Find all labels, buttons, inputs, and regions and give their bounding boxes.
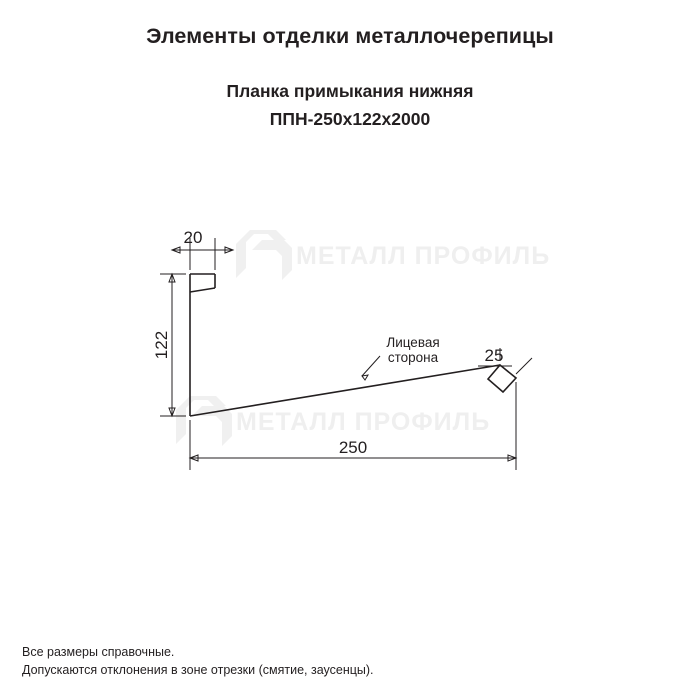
profile-outline [190,274,516,416]
face-side-annotation [362,335,440,380]
dimension-25-label: 25 [484,346,504,365]
watermark-top [236,230,550,280]
page-title: Элементы отделки металлочерепицы [146,24,554,48]
dimension-250-label: 250 [338,438,368,457]
dimension-122 [152,274,186,416]
footer-notes [22,643,374,681]
face-side-label-line1: Лицевая [386,335,440,350]
dimension-122-label: 122 [152,330,171,360]
title-block [0,24,700,132]
technical-drawing [0,170,700,510]
svg-text:МЕТАЛЛ ПРОФИЛЬ: МЕТАЛЛ ПРОФИЛЬ [296,242,551,270]
dimension-20 [172,228,233,270]
product-name: Планка примыкания нижняя [226,80,474,101]
dimension-20-label: 20 [183,228,203,247]
footer-note-2: Допускаются отклонения в зоне отрезки (смятие, заусенцы). [22,663,374,678]
product-code: ППН-250х122х2000 [269,109,431,130]
watermark-bottom [176,396,490,446]
footer-note-1: Все размеры справочные. [22,644,175,659]
dimension-250 [190,382,516,470]
svg-text:МЕТАЛЛ ПРОФИЛЬ: МЕТАЛЛ ПРОФИЛЬ [236,408,491,436]
face-side-label-line2: сторона [387,350,439,365]
